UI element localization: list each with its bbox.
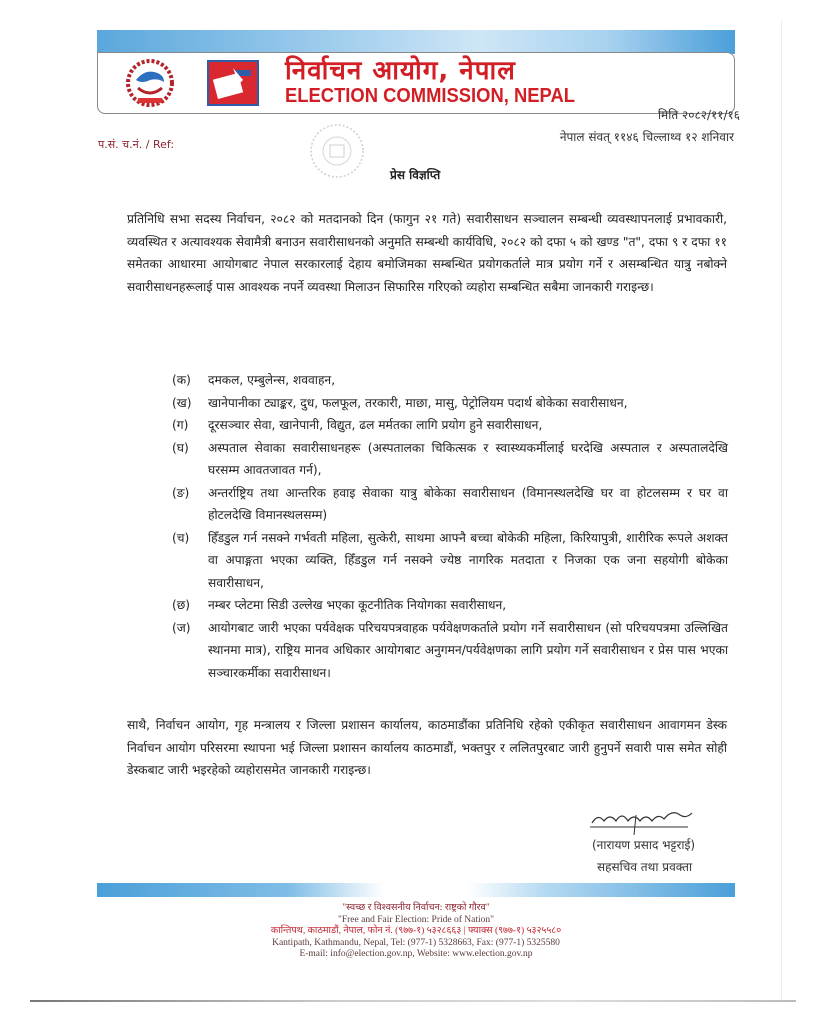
election-commission-logo-icon [207,60,259,106]
list-item [172,437,728,482]
nepal-sambat-date: नेपाल संवत् ११४६ चिल्लाथ्व १२ शनिवार [559,130,734,144]
intro-paragraph: प्रतिनिधि सभा सदस्य निर्वाचन, २०८२ को मतदानको दिन (फागुन २१ गते) सवारीसाधन सञ्चालन सम्बन्धी व्यवस्थापनलाई प्रभावकारी, व्यवस्थित र अत्यावश्यक सेवामैत्री बनाउन सवारीसाधनको अनुमति सम्बन्धी कार्यविधि, २०८२ को दफा ५ को खण्ड "त", दफा ९ र दफा ११ समेतका आधारमा आयोगबाट नेपाल सरकारलाई देहाय बमोजिमका सम्बन्धित प्रयोगकर्ताले मात्र प्रयोग गर्ने र असम्बन्धित यात्रु नबोक्ने सवारीसाधनहरूलाई पास आवश्यक नपर्ने व्यवस्था मिलाउन सिफारिस गरिएको व्यहोरा सम्बन्धित सबैमा जानकारी गराइन्छ। [127,212,727,294]
address-english: Kantipath, Kathmandu, Nepal, Tel: (977-1) 5328663, Fax: (977-1) 5325580 [272,937,560,948]
list-item-text: दमकल, एम्बुलेन्स, शववाहन, [208,373,336,387]
org-title-english: ELECTION COMMISSION, NEPAL [285,85,575,107]
list-item-text: दूरसञ्चार सेवा, खानेपानी, विद्युत, ढल मर्मतका लागि प्रयोग हुने सवारीसाधन, [208,418,543,432]
list-marker: (ङ) [172,485,190,500]
document-heading: प्रेस विज्ञप्ति [390,168,441,182]
list-item [172,527,728,595]
nepal-emblem-icon [124,58,176,108]
office-stamp-icon [296,115,378,197]
list-item-text: आयोगबाट जारी भएका पर्यवेक्षक परिचयपत्रवाहक पर्यवेक्षणकर्ताले प्रयोग गर्ने सवारीसाधन (सो परिचयपत्रमा उल्लिखित स्थानमा मात्र), राष्ट्रिय मानव अधिकार आयोगबाट अनुगमन/पर्यवेक्षणका लागि प्रयोग गर्ने सवारीसाधन र प्रेस पास भएका सञ्चारकर्मीका सवारीसाधन। [208,620,728,680]
letterhead-footer [97,903,735,961]
letterhead-band [97,30,735,54]
contact-info: E-mail: info@election.gov.np, Website: www.election.gov.np [299,949,533,959]
signatory-name: (नारायण प्रसाद भट्टराई) [592,838,696,852]
list-item [172,369,728,392]
list-item-text: नम्बर प्लेटमा सिडी उल्लेख भएका कूटनीतिक नियोगका सवारीसाधन, [208,598,507,612]
motto-nepali: "स्वच्छ र विश्वसनीय निर्वाचन: राष्ट्रको गौरव" [342,903,490,913]
page-edge [30,1000,796,1002]
reference-number: प.सं. च.नं. / Ref: [98,138,175,151]
list-marker: (छ) [172,598,191,612]
list-marker: (क) [172,373,191,387]
closing-paragraph: साथै, निर्वाचन आयोग, गृह मन्त्रालय र जिल्ला प्रशासन कार्यालय, काठमाडौंका प्रतिनिधि रहेको एकीकृत सवारीसाधन आवागमन डेस्क निर्वाचन आयोग परिसरमा स्थापना भई जिल्ला प्रशासन कार्यालय काठमाडौं, भक्तपुर र ललितपुरबाट जारी हुनुपर्ने सवारी पास समेत सोही डेस्कबाट जारी भइरहेको व्यहोरासमेत जानकारी गराइन्छ। [127,718,727,777]
list-item [172,594,728,617]
list-item-text: हिँडडुल गर्न नसक्ने गर्भवती महिला, सुत्केरी, साथमा आफ्नै बच्चा बोकेकी महिला, किरियापुत्री, शारीरिक रूपले अशक्त वा अपाङ्गता भएका व्यक्ति, हिँडडुल गर्न नसक्ने ज्येष्ठ नागरिक मतदाता र निजका एक जना सहयोगी बोकेका सवारीसाधन, [208,530,728,590]
list-marker: (च) [172,530,190,545]
list-item [172,392,728,415]
vehicle-category-list [172,369,728,684]
list-item-text: अस्पताल सेवाका सवारीसाधनहरू (अस्पतालका चिकित्सक र स्वास्थ्यकर्मीलाई घरदेखि अस्पताल र अस्पतालदेखि घरसम्म आवतजावत गर्न), [208,440,728,477]
list-item [172,482,728,527]
signature-icon [588,805,698,835]
list-marker: (ग) [172,418,189,432]
signatory-title: सहसचिव तथा प्रवक्ता [597,860,693,874]
list-item-text: अन्तर्राष्ट्रिय तथा आन्तरिक हवाइ सेवाका यात्रु बोकेका सवारीसाधन (विमानस्थलदेखि घर वा होटलसम्म र घर वा होटलदेखि विमानस्थलसम्म) [208,485,728,522]
list-item-text: खानेपानीका ट्याङ्कर, दुध, फलफूल, तरकारी, माछा, मासु, पेट्रोलियम पदार्थ बोकेका सवारीसाधन, [208,395,628,410]
document-date: मिति २०८२/११/१६ [657,108,740,122]
list-marker: (ख) [172,395,192,410]
list-item [172,414,728,437]
page-edge [781,20,782,1000]
motto-english: "Free and Fair Election: Pride of Nation" [337,914,495,925]
footer-band [97,883,735,897]
list-marker: (घ) [172,440,189,455]
org-title-nepali: निर्वाचन आयोग, नेपाल [285,56,516,86]
list-item [172,617,728,685]
address-nepali: कान्तिपथ, काठमाडौं, नेपाल, फोन नं. (९७७-१) ५३२८६६३ | फ्याक्स (९७७-१) ५३२५५८० [270,926,562,936]
list-marker: (ज) [172,620,191,635]
